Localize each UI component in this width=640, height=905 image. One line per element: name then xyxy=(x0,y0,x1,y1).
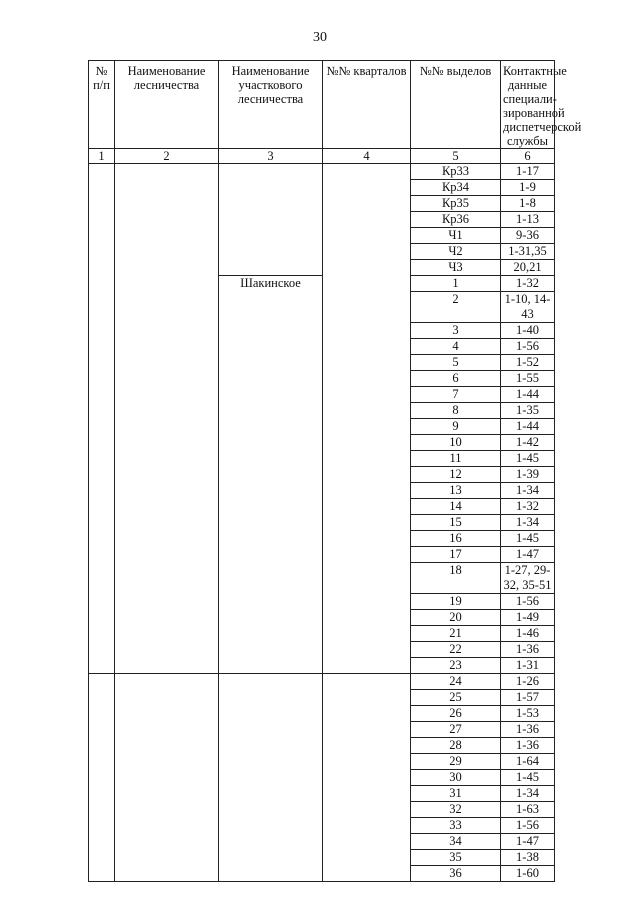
allotment-cell: 1-40 xyxy=(501,323,555,339)
quarter-cell: 33 xyxy=(411,818,501,834)
forestry-cell xyxy=(115,164,219,674)
allotment-cell: 1-53 xyxy=(501,706,555,722)
allotment-cell: 1-45 xyxy=(501,531,555,547)
district-name-cell: Шакинское xyxy=(219,276,323,674)
allotment-cell: 1-46 xyxy=(501,626,555,642)
header-contacts: Контактные данные специали-зированной диспетчерской службы xyxy=(501,61,555,149)
allotment-cell: 1-56 xyxy=(501,594,555,610)
quarter-cell: Ч1 xyxy=(411,228,501,244)
table-row xyxy=(89,674,555,690)
district-cell xyxy=(219,164,323,276)
quarter-cell: 18 xyxy=(411,563,501,594)
quarter-cell: 29 xyxy=(411,754,501,770)
quarter-cell: 26 xyxy=(411,706,501,722)
allotment-cell: 1-34 xyxy=(501,483,555,499)
table-body xyxy=(89,61,582,882)
contacts-cell xyxy=(323,164,411,674)
quarter-cell: 13 xyxy=(411,483,501,499)
allotment-cell: 1-32 xyxy=(501,499,555,515)
allotment-cell: 1-57 xyxy=(501,690,555,706)
quarter-cell: 19 xyxy=(411,594,501,610)
quarter-cell: 4 xyxy=(411,339,501,355)
column-number: 2 xyxy=(115,149,219,164)
quarter-cell: 25 xyxy=(411,690,501,706)
column-number: 3 xyxy=(219,149,323,164)
allotment-cell: 1-39 xyxy=(501,467,555,483)
quarter-cell: Кр36 xyxy=(411,212,501,228)
allotment-cell: 1-45 xyxy=(501,451,555,467)
quarter-cell: Кр35 xyxy=(411,196,501,212)
quarter-cell: 14 xyxy=(411,499,501,515)
allotment-cell: 1-35 xyxy=(501,403,555,419)
quarter-cell: 8 xyxy=(411,403,501,419)
column-number: 1 xyxy=(89,149,115,164)
header-row xyxy=(89,61,555,149)
district-cell xyxy=(219,674,323,882)
allotment-cell: 1-64 xyxy=(501,754,555,770)
allotment-cell: 20,21 xyxy=(501,260,555,276)
allotment-cell: 1-10, 14-43 xyxy=(501,292,555,323)
column-number: 6 xyxy=(501,149,555,164)
quarter-cell: 31 xyxy=(411,786,501,802)
quarter-cell: 21 xyxy=(411,626,501,642)
allotment-cell: 1-56 xyxy=(501,339,555,355)
column-number: 5 xyxy=(411,149,501,164)
allotment-cell: 1-31 xyxy=(501,658,555,674)
number-cell xyxy=(89,674,115,882)
header-number: № п/п xyxy=(89,61,115,149)
allotment-cell: 1-38 xyxy=(501,850,555,866)
quarter-cell: 30 xyxy=(411,770,501,786)
quarter-cell: 1 xyxy=(411,276,501,292)
allotment-cell: 1-36 xyxy=(501,722,555,738)
table-row xyxy=(89,164,555,180)
allotment-cell: 9-36 xyxy=(501,228,555,244)
allotment-cell: 1-44 xyxy=(501,387,555,403)
allotment-cell: 1-42 xyxy=(501,435,555,451)
allotment-cell: 1-17 xyxy=(501,164,555,180)
number-cell xyxy=(89,164,115,674)
allotment-cell: 1-36 xyxy=(501,642,555,658)
allotment-cell: 1-36 xyxy=(501,738,555,754)
quarter-cell: 35 xyxy=(411,850,501,866)
allotment-cell: 1-31,35 xyxy=(501,244,555,260)
column-number-row xyxy=(89,149,555,164)
quarter-cell: 22 xyxy=(411,642,501,658)
quarter-cell: 32 xyxy=(411,802,501,818)
allotment-cell: 1-55 xyxy=(501,371,555,387)
contacts-cell xyxy=(323,674,411,882)
forestry-cell xyxy=(115,674,219,882)
quarter-cell: 6 xyxy=(411,371,501,387)
quarter-cell: 10 xyxy=(411,435,501,451)
allotment-cell: 1-9 xyxy=(501,180,555,196)
quarter-cell: 36 xyxy=(411,866,501,882)
quarter-cell: 7 xyxy=(411,387,501,403)
allotment-cell: 1-60 xyxy=(501,866,555,882)
allotment-cell: 1-47 xyxy=(501,547,555,563)
allotment-cell: 1-44 xyxy=(501,419,555,435)
allotment-cell: 1-13 xyxy=(501,212,555,228)
quarter-cell: 11 xyxy=(411,451,501,467)
allotment-cell: 1-49 xyxy=(501,610,555,626)
allotment-cell: 1-63 xyxy=(501,802,555,818)
header-forestry: Наименование лесничества xyxy=(115,61,219,149)
quarter-cell: 20 xyxy=(411,610,501,626)
quarter-cell: 27 xyxy=(411,722,501,738)
allotment-cell: 1-47 xyxy=(501,834,555,850)
allotment-cell: 1-27, 29-32, 35-51 xyxy=(501,563,555,594)
quarter-cell: 15 xyxy=(411,515,501,531)
allotment-cell: 1-56 xyxy=(501,818,555,834)
quarter-cell: Кр33 xyxy=(411,164,501,180)
quarter-cell: 28 xyxy=(411,738,501,754)
allotment-cell: 1-34 xyxy=(501,515,555,531)
quarter-cell: 24 xyxy=(411,674,501,690)
quarter-cell: 2 xyxy=(411,292,501,323)
quarter-cell: 16 xyxy=(411,531,501,547)
allotment-cell: 1-26 xyxy=(501,674,555,690)
header-district-forestry: Наименование участкового лесничества xyxy=(219,61,323,149)
allotment-cell: 1-52 xyxy=(501,355,555,371)
quarter-cell: Ч3 xyxy=(411,260,501,276)
allotment-cell: 1-34 xyxy=(501,786,555,802)
forest-quarters-table xyxy=(88,60,582,882)
quarter-cell: 12 xyxy=(411,467,501,483)
quarter-cell: 17 xyxy=(411,547,501,563)
page-number: 30 xyxy=(313,30,327,45)
allotment-cell: 1-45 xyxy=(501,770,555,786)
quarter-cell: 5 xyxy=(411,355,501,371)
quarter-cell: Ч2 xyxy=(411,244,501,260)
quarter-cell: 9 xyxy=(411,419,501,435)
quarter-cell: Кр34 xyxy=(411,180,501,196)
quarter-cell: 3 xyxy=(411,323,501,339)
quarter-cell: 23 xyxy=(411,658,501,674)
allotment-cell: 1-8 xyxy=(501,196,555,212)
header-quarters: №№ кварталов xyxy=(323,61,411,149)
column-number: 4 xyxy=(323,149,411,164)
allotment-cell: 1-32 xyxy=(501,276,555,292)
quarter-cell: 34 xyxy=(411,834,501,850)
header-allotments: №№ выделов xyxy=(411,61,501,149)
